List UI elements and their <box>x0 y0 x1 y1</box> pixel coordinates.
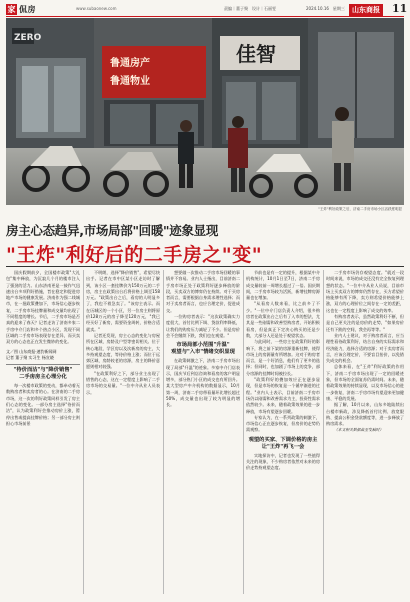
article-column-3 <box>166 270 240 598</box>
column-divider <box>243 270 244 594</box>
column-divider <box>83 270 84 594</box>
paragraph: 实地探访中，记者也发现了一些值得关注的现象，不少购房者依然对未来的房价走势持观望态度。 <box>246 452 320 471</box>
photo-caption: "王炸"利好政策之后，济南二手房市场小区活跃度明显 <box>318 207 402 211</box>
byline-reporters: 记者 董子聚 实习生 杨宣晓 <box>6 354 54 360</box>
paragraph: "政策利好的叠加效应正在逐步显现，但是市场的恢复是一个循序渐进的过程。"业内人士表示，目前济南二手房市场仍以刚需和改善需求为主，投资性需求依然较少。未来，随着政策效果的进一步释放，市场有望逐步回暖。 <box>246 377 320 414</box>
paragraph: 一位购房者表示："这次政策确实力度很大，首付比例下调、贷款利率降低，让我们的购房压力减轻了不少。但是房价会不会继续下跌，我们也在观望。" <box>166 314 240 338</box>
page-number: 11 <box>392 2 408 15</box>
paragraph: 想要做一次推动二手房市场回暖的事情并不容易。业内人士指出，目前济南二手房市场正处于政策利好逐步释放的阶段，买卖双方的博弈仍在持续。对于买房者而言，需要根据自身需求理性选择；而对于卖房者而言，也应合理定价，促进成交。 <box>166 270 240 313</box>
svg-text:鲁通房产: 鲁通房产 <box>110 58 150 69</box>
paragraph: 专家认为，在一系列政策的刺激下，市场信心正在逐步恢复，但房价的走势仍需观察。 <box>246 414 320 433</box>
paragraph: 在政策刺激之下，济南二手房市场出现了局部"升温"的迹象。多家中介门店表示，国庆节后到店咨询和看房的客户明显增多，部分热门小区的成交也有所回升。某大型房产中介机构的数据显示，10月第一周，济南二手房带看量环比增长超过50%，成交量也出现了较为明显的增长。 <box>166 358 240 408</box>
headline-main: "王炸"利好后的二手房之"变" <box>6 244 263 266</box>
article-body <box>6 270 404 598</box>
subheading-2: 市场局部小范围"升温" 观望与"入市"情绪交织显现 <box>171 342 235 356</box>
column-divider <box>323 270 324 594</box>
newspaper-name: 山东商报 <box>349 4 383 16</box>
byline <box>6 349 80 361</box>
subheading-1: "待价而沽"与"降价销售" 二手房房主心理分化 <box>13 367 73 381</box>
paragraph: 节前也是有一定的提升，根据某中介机构统计，10月1日至7日，济南二手房成交量较前一周增长超过了一倍。国庆期间，二手房市场较为活跃，新增挂牌房源量也在增加。 <box>246 270 320 301</box>
section-logo <box>6 3 36 15</box>
issue-date: 2024.10.16 星期三 <box>306 6 345 11</box>
section-name: 侃房 <box>19 4 36 14</box>
article-column-1 <box>6 270 80 594</box>
article-column-5 <box>326 270 404 598</box>
paragraph: 据了解，10月以来，山东多地陆续出台楼市新政，涉及降低首付比例、放宽限购、提高公积金贷款额度等，进一步释放了购房需求。 <box>326 402 404 427</box>
page-header <box>6 2 408 15</box>
article-column-2 <box>86 270 160 598</box>
intro-paragraph: 国庆假期前夕，全国楼市政策"大礼包"集中释放，为沉寂几个月的楼市注入了强劲的活力。山东济南更是一鼓作气迅速出台多项利好措施，旨在稳定和促进房地产市场的健康发展。济南作为强二线城市，在一批政策叠加下，市场信心逐步恢复，二手房市场挂牌量和成交量均出现了不同程度的增长。节后，二手房市场是否真的迎来了春天？记者走访了济南多家二手房中介门店和多个热点小区，发现不同区域的二手房市场表现存在差异，而买卖双方的心态也正在发生微妙的变化。 <box>6 270 80 345</box>
editor-credits: 责编｜董子聚 设计｜石丽雯 <box>224 6 276 11</box>
shop-sign-left: ZERO <box>14 33 42 43</box>
paragraph: 有购房者表示，虽然政策利好不断，但是自己更关注的是房价的走势，"如果房价还有下跌的空间，我会再等等。" <box>326 314 404 332</box>
headline-rule <box>6 266 404 267</box>
paragraph: 二手房市场仍存观望态度。"就近一段时间来说，市场的成交还没有完全恢复到理想的状态。"一位中介从业人员说，目前市场上买卖双方的博弈仍然存在，买方希望价格能够有所下降，卖方则希望价格能够上涨，双方的心理价位之间存在一定的差距，这也在一定程度上影响了成交的效率。 <box>326 270 404 313</box>
paragraph: 不明朗，选择"降价销售"，希望尽快出手。记者在市中区某小区走访时了解到，该小区一套挂牌价为150万元的二手房，房主在政策出台后将价格上调至158万元。"政策出台之后，看房的人明显多了，我也不着急卖了。"该房主表示。而在历城区的一个小区，另一位房主则将原价128万元的房子降至120万元，"我已经买好了新房，需要资金周转，价格合适就卖。" <box>86 270 160 332</box>
subheading-3: 观望的买家、下调价格的房主 让"王炸"再飞一会 <box>248 436 318 450</box>
header-divider <box>6 16 404 17</box>
paragraph: 总体来看，在"王炸"利好政策的作用下，济南二手房市场出现了一定的回暖迹象，但市场的全面复苏仍需时间。未来，随着政策效果的持续显现，以及市场信心的进一步恢复，济南二手房市场有望迎来更加健康、平稳的发展。 <box>326 364 404 401</box>
paragraph: "在政策利好之下，部分业主出现了惜售的心态，这在一定程度上影响了二手房市场的交易量。"一位中介从业人员表示。 <box>86 370 160 395</box>
svg-text:佳智: 佳智 <box>236 42 276 66</box>
street-photo <box>6 18 404 205</box>
column-divider <box>163 270 164 594</box>
paragraph: 与此同时，一些房主在政策利好的影响下，将之前下架的房源重新挂牌，使得市场上的房源量有所增加。这对于购房者而言，是一个好消息，他们有了更多的选择；但同时，也加剧了市场上的竞争，部分房源的挂牌时间被拉长。 <box>246 339 320 376</box>
paragraph: "从看房人数来看，比之前多了不少。"一位中介门店负责人介绍，很多购房者在政策出台之后有了入市的想法，尤其是一些刚需和改善型购房者，开始积极看房，但是真正下定决心购买的还是少数，大部分人还是处于观望状态。 <box>246 301 320 338</box>
byline-source: 文／图 山东商报·速豹新闻网 <box>6 348 57 354</box>
home-icon: 家 <box>7 4 16 14</box>
svg-text:鲁通物业: 鲁通物业 <box>110 76 150 87</box>
headline-subtitle: 房主心态趋异,市场局部"回暖"迹象显现 <box>6 223 219 238</box>
paragraph: 记者还发现，房主心态的变化与房屋所在区域、房龄及户型等密切相关。位于核心地段、学区房以及次新房的房主，大多持观望态度，等待价格上涨；而位于远郊区域、房龄较老的房源，房主的降价意愿则相对较强。 <box>86 332 160 370</box>
paragraph: 业内人士建议，对于购房者而言，应当理性看待政策利好，结合自身的实际需求和经济能力，选择合适的房源；对于卖房者而言，应该合理定价，不要盲目抬价，以免错失成交的机会。 <box>326 332 404 364</box>
end-note: （本文相关数据截至发稿时） <box>334 427 384 433</box>
website-url: www.subaonew.com <box>76 6 117 11</box>
article-column-4 <box>246 270 320 598</box>
paragraph: 每一次楼市政策的变动，都牵动着无数购房者和卖房者的心。在济南的二手房市场，这一次的利好政策同样引发了房主们心态的变化。一部分房主选择"待价而沽"，认为政策利好会推动房价上涨，暂停出售或提高挂牌价格；另一部分房主则担心市场前景 <box>6 383 80 426</box>
byline-divider <box>6 364 80 365</box>
